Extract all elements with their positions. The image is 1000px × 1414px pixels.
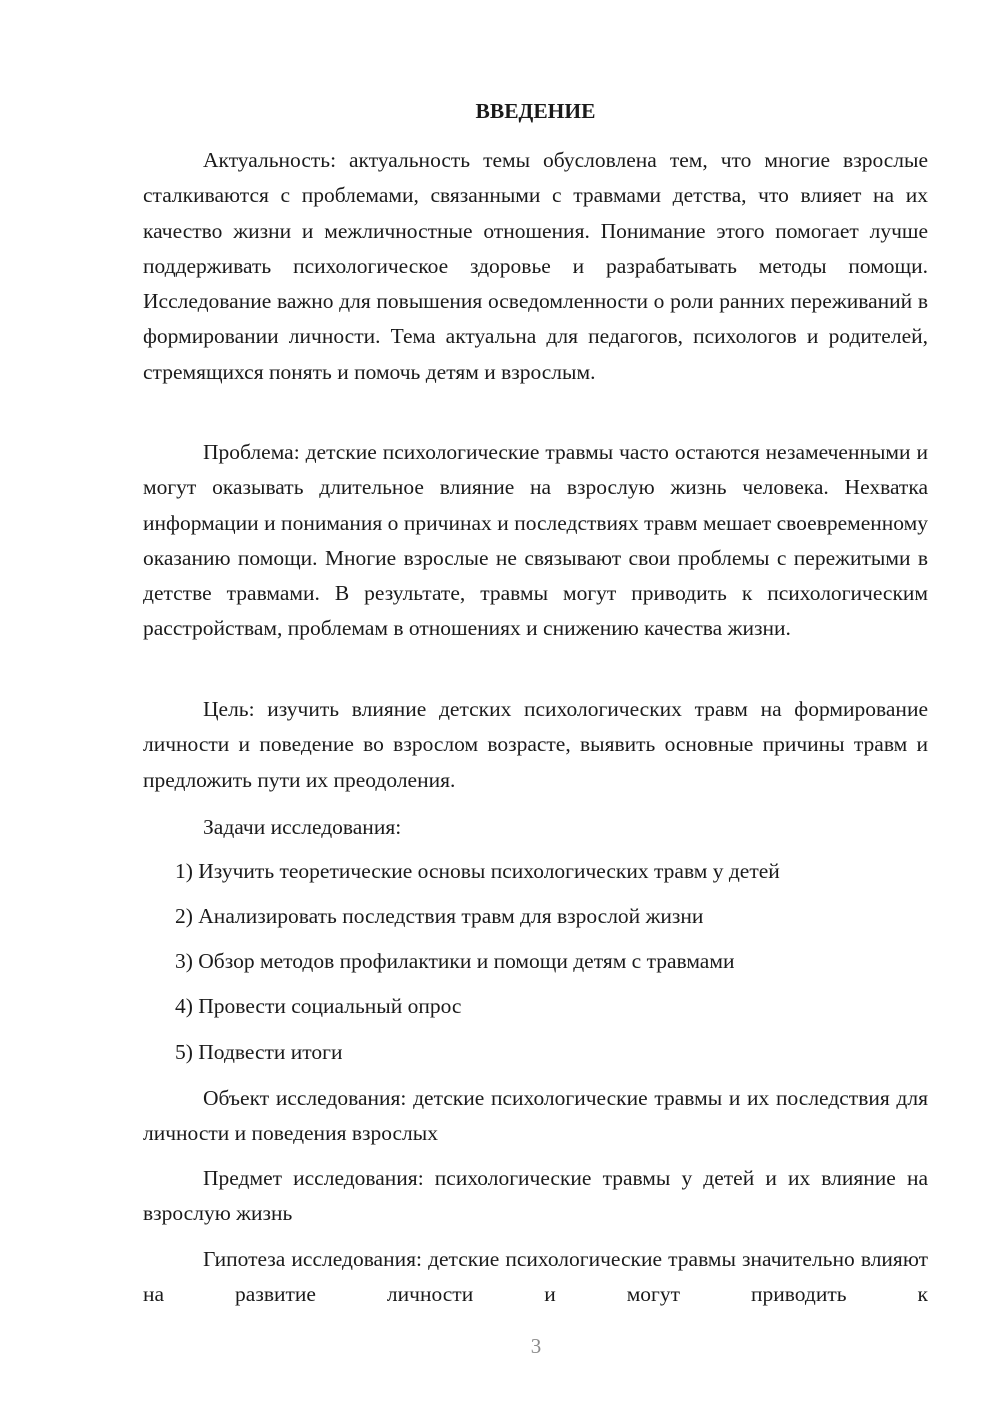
relevance-paragraph: Актуальность: актуальность темы обусловлена тем, что многие взрослые сталкиваются с проблемами, связанными с травмами детства, что влияет на их качество жизни и межличностные отношения. Понимание этого помогает лучше поддерживать психологическое здоровье и разрабатывать методы помощи. Исследование важно для повышения осведомленности о роли ранних переживаний в формировании личности. Тема актуальна для педагогов, психологов и родителей, стремящихся понять и помочь детям и взрослым. [143, 148, 928, 384]
task-item-3: 3) Обзор методов профилактики и помощи детям с травмами [175, 949, 735, 973]
problem-paragraph: Проблема: детские психологические травмы часто остаются незамеченными и могут оказывать длительное влияние на взрослую жизнь человека. Нехватка информации и понимания о причинах и последствиях травм мешает своевременному оказанию помощи. Многие взрослые не связывают свои проблемы с пережитыми в детстве травмами. В результате, травмы могут приводить к психологическим расстройствам, проблемам в отношениях и снижению качества жизни. [143, 440, 928, 641]
tasks-label: Задачи исследования: [203, 815, 402, 839]
task-item-1: 1) Изучить теоретические основы психологических травм у детей [175, 859, 780, 883]
task-item-2: 2) Анализировать последствия травм для взрослой жизни [175, 904, 704, 928]
task-item-4: 4) Провести социальный опрос [175, 994, 462, 1018]
page-number: 3 [530, 1334, 542, 1358]
hypothesis-paragraph: Гипотеза исследования: детские психологические травмы значительно влияют на развитие личности и могут приводить к [143, 1247, 928, 1307]
object-paragraph: Объект исследования: детские психологические травмы и их последствия для личности и поведения взрослых [143, 1086, 928, 1146]
subject-paragraph: Предмет исследования: психологические травмы у детей и их влияние на взрослую жизнь [143, 1166, 928, 1226]
goal-paragraph: Цель: изучить влияние детских психологических травм на формирование личности и поведение во взрослом возрасте, выявить основные причины травм и предложить пути их преодоления. [143, 697, 928, 792]
task-item-5: 5) Подвести итоги [175, 1040, 343, 1064]
page-title: ВВЕДЕНИЕ [475, 99, 596, 123]
